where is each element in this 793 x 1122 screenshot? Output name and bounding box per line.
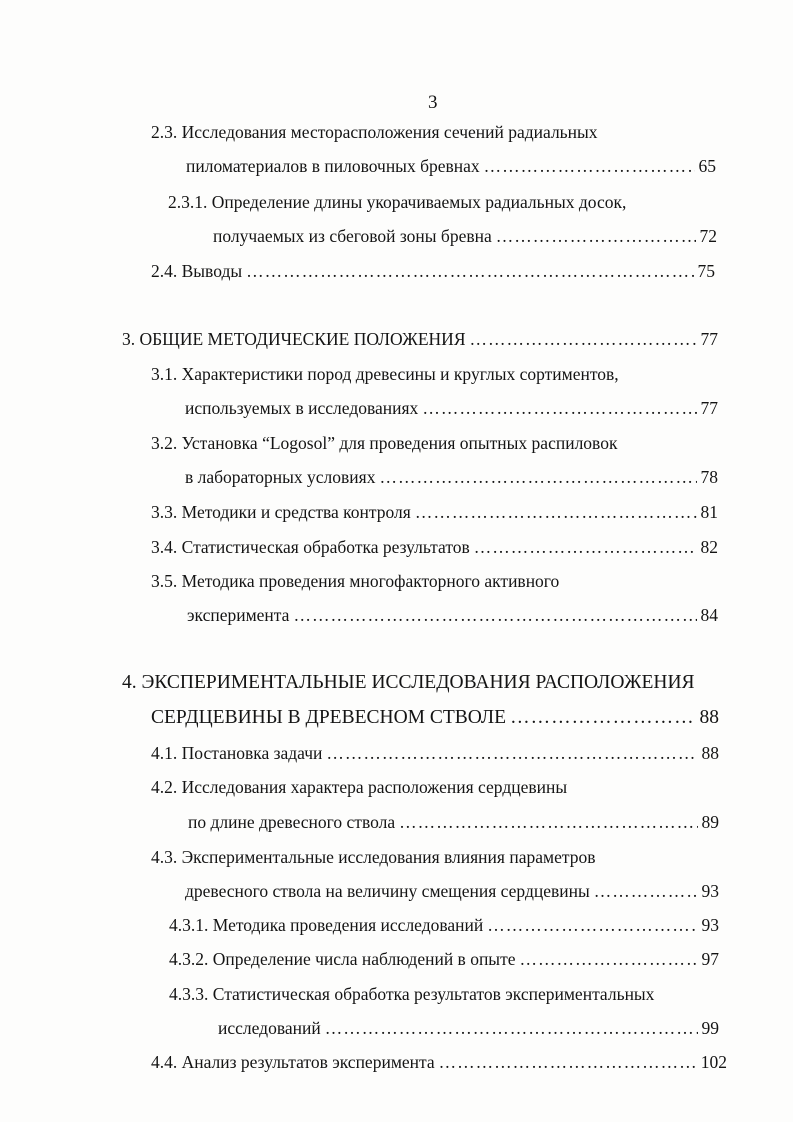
toc-entry-4-3-2 (169, 947, 719, 971)
toc-entry-3-5 (187, 603, 718, 627)
toc-entry-2-4 (151, 259, 715, 283)
toc-entry-4-page: 88 (699, 707, 719, 728)
toc-entry-3-title: 3. ОБЩИЕ МЕТОДИЧЕСКИЕ ПОЛОЖЕНИЯ (122, 329, 466, 349)
toc-entry-4-3-2-title: 4.3.2. Определение числа наблюдений в опыте (169, 949, 516, 969)
toc-entry-4-3-1-page: 93 (701, 915, 719, 935)
toc-entry-4-3-3-page: 99 (701, 1018, 719, 1038)
dot-leader (484, 154, 695, 178)
toc-entry-3-2-title: 3.2. Установка “Logosol” для проведения опытных распиловок (151, 433, 618, 453)
toc-entry-3-1-continuation: используемых в исследованиях (185, 398, 419, 418)
toc-entry-4-3-3-continuation: исследований (218, 1018, 321, 1038)
toc-entry-2-4-page: 75 (697, 261, 715, 281)
toc-entry-2-3-title: 2.3. Исследования месторасположения сечений радиальных (151, 122, 598, 142)
toc-entry-4-3 (185, 879, 719, 903)
dot-leader (594, 879, 698, 903)
toc-entry-4-1-page: 88 (701, 743, 719, 763)
toc-entry-3-5-title: 3.5. Методика проведения многофакторного активного (151, 571, 560, 591)
toc-entry-3-3-title: 3.3. Методики и средства контроля (151, 502, 411, 522)
toc-entry-4-3-1 (169, 913, 719, 937)
toc-entry-4-4-page: 102 (700, 1052, 727, 1072)
dot-leader (422, 396, 696, 420)
dot-leader (474, 535, 697, 559)
toc-entry-4-1 (151, 741, 719, 765)
toc-entry-3-3 (151, 500, 718, 524)
toc-entry-2-3-1 (213, 224, 717, 248)
toc-entry-2-3 (186, 154, 716, 178)
dot-leader (439, 1050, 697, 1074)
toc-entry-4-4-title: 4.4. Анализ результатов эксперимента (151, 1052, 435, 1072)
toc-entry-3 (122, 327, 718, 351)
toc-entry-4-4 (151, 1050, 727, 1074)
toc-entry-3-5-continuation: эксперимента (187, 605, 290, 625)
dot-leader (246, 259, 693, 283)
dot-leader (519, 947, 697, 971)
toc-entry-4-2 (188, 810, 719, 834)
toc-entry-4-3-2-page: 97 (701, 949, 719, 969)
dot-leader (293, 603, 696, 627)
toc-entry-2-3-1-page: 72 (699, 226, 717, 246)
toc-entry-4-3-continuation: древесного ствола на величину смещения сердцевины (185, 881, 590, 901)
dot-leader (415, 500, 697, 524)
toc-entry-3-2 (185, 465, 718, 489)
dot-leader (379, 465, 696, 489)
toc-entry-2-3-1-title: 2.3.1. Определение длины укорачиваемых радиальных досок, (168, 192, 627, 212)
toc-entry-3-5-page: 84 (700, 605, 718, 625)
page-number: 3 (428, 92, 438, 113)
toc-entry-4-2-title: 4.2. Исследования характера расположения сердцевины (151, 777, 568, 797)
toc-entry-3-3-page: 81 (700, 502, 718, 522)
toc-entry-3-1 (185, 396, 718, 420)
toc-entry-4-3-3 (218, 1016, 719, 1040)
toc-entry-3-4-title: 3.4. Статистическая обработка результатов (151, 537, 470, 557)
toc-entry-4-continuation: СЕРДЦЕВИНЫ В ДРЕВЕСНОМ СТВОЛЕ (151, 707, 507, 728)
toc-entry-3-4-page: 82 (700, 537, 718, 557)
dot-leader (399, 810, 697, 834)
toc-entry-4 (151, 706, 719, 730)
toc-entry-3-4 (151, 535, 718, 559)
toc-entry-2-3-1-continuation: получаемых из сбеговой зоны бревна (213, 226, 492, 246)
toc-entry-3-page: 77 (700, 329, 718, 349)
toc-entry-3-2-page: 78 (700, 467, 718, 487)
toc-entry-4-title: 4. ЭКСПЕРИМЕНТАЛЬНЫЕ ИССЛЕДОВАНИЯ РАСПОЛОЖЕНИЯ (122, 672, 695, 693)
toc-entry-2-4-title: 2.4. Выводы (151, 261, 243, 281)
toc-entry-4-3-page: 93 (701, 881, 719, 901)
toc-entry-4-2-continuation: по длине древесного ствола (188, 812, 396, 832)
dot-leader (470, 327, 697, 351)
dot-leader (326, 741, 697, 765)
toc-entry-3-1-page: 77 (700, 398, 718, 418)
dot-leader (496, 224, 696, 248)
toc-entry-4-2-page: 89 (701, 812, 719, 832)
dot-leader (487, 913, 697, 937)
toc-entry-2-3-continuation: пиломатериалов в пиловочных бревнах (186, 156, 480, 176)
toc-entry-4-3-title: 4.3. Экспериментальные исследования влияния параметров (151, 847, 596, 867)
dot-leader (510, 706, 695, 730)
toc-entry-4-3-3-title: 4.3.3. Статистическая обработка результатов экспериментальных (169, 984, 655, 1004)
toc-entry-2-3-page: 65 (698, 156, 716, 176)
toc-entry-4-3-1-title: 4.3.1. Методика проведения исследований (169, 915, 484, 935)
dot-leader (325, 1016, 698, 1040)
toc-entry-3-2-continuation: в лабораторных условиях (185, 467, 376, 487)
toc-entry-4-1-title: 4.1. Постановка задачи (151, 743, 323, 763)
toc-entry-3-1-title: 3.1. Характеристики пород древесины и круглых сортиментов, (151, 364, 619, 384)
